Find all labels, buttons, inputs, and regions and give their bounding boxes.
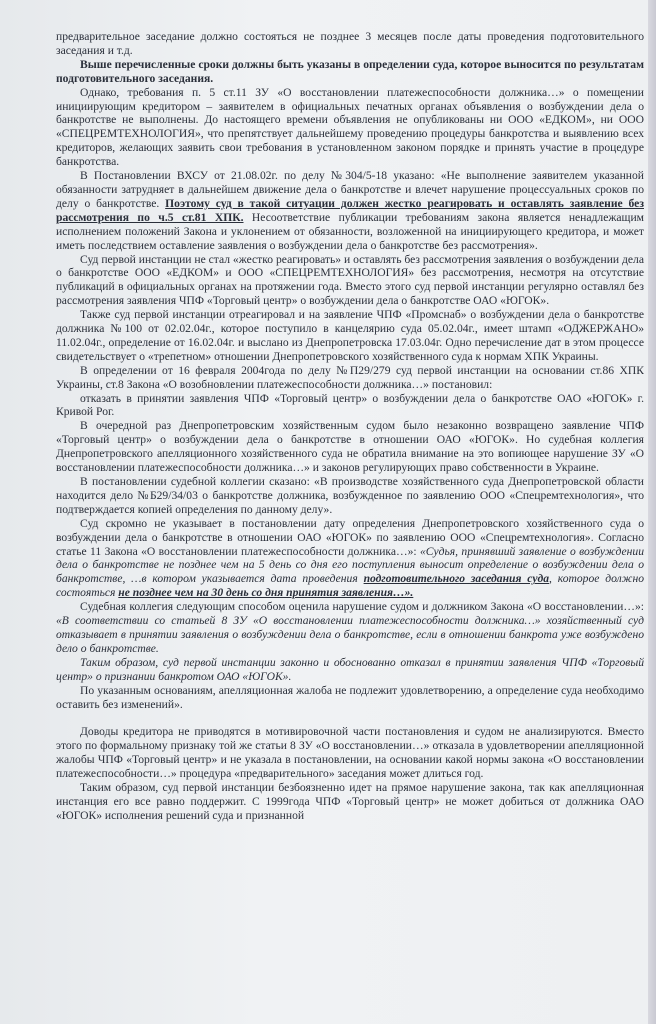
paragraph-final: Таким образом, суд первой инстанции безбоязненно идет на прямое нарушение закона, так как апелляционная инстанция его все равно поддержит. С 1999года ЧПФ «Торговый центр» не может добиться от должника ОАО «ЮГОК» исполнения решений суда и признанной bbox=[56, 781, 644, 822]
paragraph-intro: предварительное заседание должно состояться не позднее 3 месяцев после даты проведения подготовительного заседания и т.д. bbox=[56, 30, 644, 57]
paragraph-collegium: В постановлении судебной коллегии сказано: «В производстве хозяйственного суда Днепропетровской области находится дело №Б29/34/03 о банкротстве должника, возбужденное по заявлению ООО «Спецремтехнология», что подтверждается копией определения по данному делу». bbox=[56, 475, 644, 516]
paragraph-refusal: отказать в принятии заявления ЧПФ «Торговый центр» о возбуждении дела о банкротстве ОАО «ЮГОК» г. Кривой Рог. bbox=[56, 391, 644, 419]
document-text bbox=[56, 30, 644, 823]
ruling-emphasis: Поэтому суд в такой ситуации должен жестко реагировать и оставлять заявление без рассмотрения по ч.5 ст.81 ХПК. bbox=[56, 196, 644, 224]
paragraph-creditor-arguments: Доводы кредитора не приводятся в мотивировочной части постановления и судом не анализируются. Вместо этого по формальному признаку той же статьи 8 ЗУ «О восстановлении…» отказала в удовлетворении апелляционной жалобы ЧПФ «Торговый центр» и не указала в постановлении, на основании какой нормы закона «О восстановлении платежеспособности…» процедура «предварительного» заседания может длиться год. bbox=[56, 725, 644, 781]
paragraph-article-11 bbox=[56, 517, 644, 600]
assessment-text: Судебная коллегия следующим способом оценила нарушение судом и должником Закона «О восстановлении…»: bbox=[80, 600, 644, 614]
article-11-deadline: не позднее чем на 30 день со дня принятия заявления…». bbox=[118, 586, 414, 600]
paragraph-first-instance: Суд первой инстанции не стал «жестко реагировать» и оставлять без рассмотрения заявления о возбуждении дела о банкротстве ООО «ЕДКОМ» и ООО «СПЕЦРЕМТЕХНОЛОГИЯ» без рассмотрения, несмотря на отсутствие публикаций в официальных органах на протяжении года. Вместо этого суд первой инстанции регулярно оставлял без рассмотрения заявления ЧПФ «Торговый центр» о возбуждении дела о банкротстве ОАО «ЮГОК». bbox=[56, 252, 644, 308]
paragraph-conclusion-quote: Таким образом, суд первой инстанции законно и обоснованно отказал в принятии заявления ЧПФ «Торговый центр» о признании банкротом ОАО «ЮГОК». bbox=[56, 655, 644, 683]
paragraph-bold-deadlines: Выше перечисленные сроки должны быть указаны в определении суда, которое выносится по результатам подготовительного заседания. bbox=[56, 57, 644, 85]
paragraph-determination: В определении от 16 февраля 2004года по делу №П29/279 суд первой инстанции на основании ст.86 ХПК Украины, ст.8 Закона «О возобновлении платежеспособности должника…» постановил: bbox=[56, 363, 644, 391]
assessment-quote: «В соответствии со статьей 8 ЗУ «О восстановлении платежеспособности должника…» хозяйственный суд отказывает в принятии заявления о возбуждении дела о банкротстве, если в отношении банкрота уже возбуждено дело о банкротстве. bbox=[56, 614, 644, 655]
ruling-text: В Постановлении ВХСУ от 21.08.02г. по делу №304/5-18 указано: «Не выполнение заявителем указанной обязанности затрудняет в дальнейшем движение дела о банкротстве и влечет нарушение процессуальных сроков по делу о банкротстве. bbox=[56, 169, 644, 210]
paragraph-returned: В очередной раз Днепропетровским хозяйственным судом было незаконно возвращено заявление ЧПФ «Торговый центр» о возбуждении дела о банкротстве в отношении ОАО «ЮГОК». Но судебная коллегия Днепропетровского апелляционного хозяйственного суда не обратила внимание на это вопиющее нарушение ЗУ «О восстановлении платежеспособности должника…» и законов регулирующих право собственности в Украине. bbox=[56, 419, 644, 475]
article-11-quote-cont: , которое должно состояться bbox=[56, 572, 644, 600]
article-11-text: Суд скромно не указывает в постановлении дату определения Днепропетровского хозяйственного суда о возбуждении дела о банкротстве в отношении ОАО «ЮГОК» по заявлению ООО «Спецремтехнология». Согласно статье 11 Закона «О восстановлении платежеспособности должника…»: bbox=[56, 516, 644, 558]
paragraph-publication: Однако, требования п. 5 ст.11 ЗУ «О восстановлении платежеспособности должника…» о помещении инициирующим кредитором – заявителем в официальных печатных органах объявления о возбуждении дела о банкротстве не выполнены. До настоящего времени объявления не опубликованы ни ООО «ЕДКОМ», ни ООО «СПЕЦРЕМТЕХНОЛОГИЯ», что препятствует дальнейшему проведению процедуры банкротства и выявлению всех кредиторов, желающих заявить свои требования в установленном законом порядке и принять участие в процедуре банкротства. bbox=[56, 85, 644, 169]
paragraph-collegium-assessment bbox=[56, 600, 644, 656]
paragraph-vhsu-ruling bbox=[56, 169, 644, 252]
paragraph-appeal-rejected: По указанным основаниям, апелляционная жалоба не подлежит удовлетворению, а определение суда необходимо оставить без изменений». bbox=[56, 683, 644, 711]
paragraph-promsnab: Также суд первой инстанции отреагировал и на заявление ЧПФ «Промснаб» о возбуждении дела о банкротстве должника №100 от 02.02.04г., которое поступило в канцелярию суда 05.02.04г., имеет штамп «ОДЖЕРЖАНО» 11.02.04г., определение от 16.02.04г. и выслано из Днепропетровска 17.03.04г. Одно перечисление дат в этом процессе свидетельствует о «трепетном» отношении Днепропетровского хозяйственного суда к нормам ХПК Украины. bbox=[56, 308, 644, 363]
article-11-quote: «Судья, принявший заявление о возбуждении дела о банкротстве не позднее чем на 5 день со дня его поступления выносит определение о возбуждении дела о банкротстве, …в котором указывается дата проведения bbox=[56, 544, 644, 586]
ruling-text-cont: Несоответствие публикации требованиям закона является ненадлежащим исполнением положений Закона и уклонением от обязанности, возложенной на инициирующего кредитора, и может иметь последствием оставление заявления о возбуждении дела о банкротстве без рассмотрения». bbox=[56, 210, 644, 252]
article-11-quote-emphasis: подготовительного заседания суда bbox=[363, 572, 550, 586]
page-edge bbox=[648, 0, 656, 1024]
